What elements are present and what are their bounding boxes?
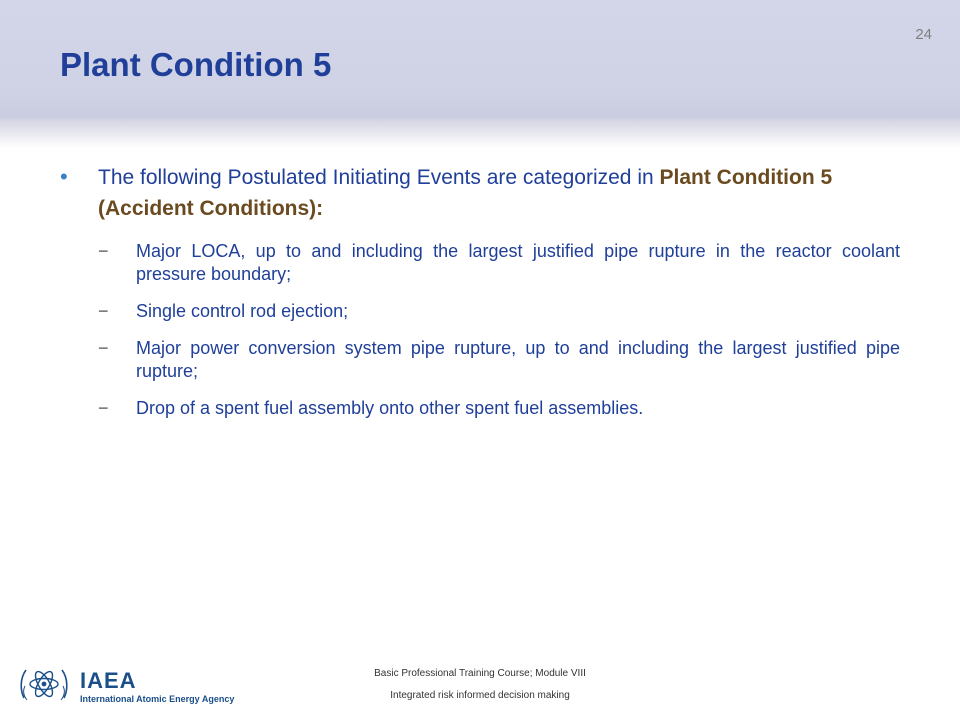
- dash-icon: −: [98, 398, 109, 418]
- sub-bullet-text: Major power conversion system pipe rupture, up to and including the largest justified pipe rupture;: [136, 338, 900, 381]
- footer-module-subtitle: Integrated risk informed decision making: [390, 690, 570, 701]
- dash-icon: −: [98, 241, 109, 261]
- slide-number: 24: [915, 26, 932, 43]
- dash-icon: −: [98, 301, 109, 321]
- main-bullet-text: [98, 162, 900, 224]
- sub-bullet-list: [60, 240, 900, 420]
- slide-title: Plant Condition 5: [60, 46, 332, 83]
- header-shadow: [0, 118, 960, 148]
- sub-bullet-item: [98, 300, 900, 323]
- dash-icon: −: [98, 338, 109, 358]
- sub-bullet-item: [98, 397, 900, 420]
- bullet-intro-text: The following Postulated Initiating Events are categorized in: [98, 166, 660, 189]
- bullet-emphasis-text: Plant Condition 5 (Accident Conditions):: [98, 166, 833, 220]
- logo-wordmark: IAEA: [80, 668, 137, 693]
- slide-content: [60, 162, 900, 420]
- sub-bullet-text: Drop of a spent fuel assembly onto other spent fuel assemblies.: [136, 398, 644, 418]
- main-bullet: [60, 162, 900, 224]
- sub-bullet-text: Major LOCA, up to and including the largest justified pipe rupture in the reactor coolant pressure boundary;: [136, 241, 900, 284]
- logo-org-name: International Atomic Energy Agency: [80, 694, 235, 704]
- sub-bullet-item: [98, 240, 900, 286]
- bullet-dot-icon: •: [60, 164, 68, 189]
- sub-bullet-item: [98, 337, 900, 383]
- sub-bullet-text: Single control rod ejection;: [136, 301, 349, 321]
- footer-course-title: Basic Professional Training Course; Module VIII: [374, 668, 586, 679]
